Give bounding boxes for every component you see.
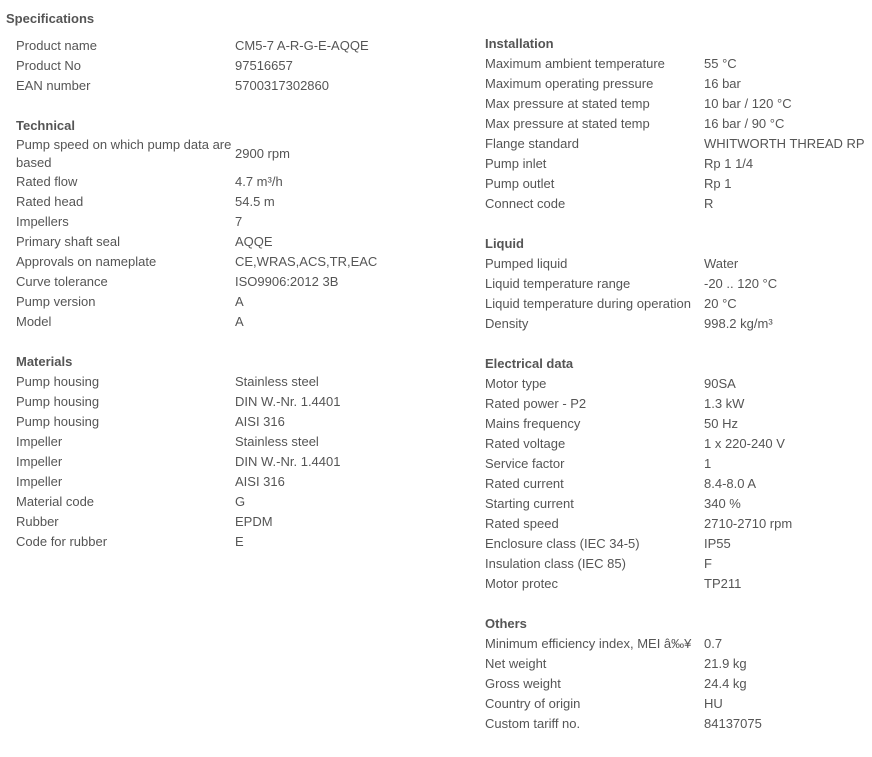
spec-row (16, 292, 476, 312)
spec-value: -20 .. 120 °C (704, 276, 778, 291)
spec-row (485, 474, 872, 494)
spec-section-materials (16, 352, 476, 552)
spec-value: WHITWORTH THREAD RP (704, 136, 865, 151)
spec-row (16, 372, 476, 392)
spec-label: Rated speed (485, 516, 559, 531)
spec-value: CE,WRAS,ACS,TR,EAC (235, 254, 378, 269)
spec-label: Custom tariff no. (485, 716, 581, 731)
section-spacer (485, 334, 872, 354)
spec-value: 21.9 kg (704, 656, 747, 671)
spec-label: Pump housing (16, 414, 100, 429)
section-spacer (16, 332, 476, 352)
spec-row (16, 76, 476, 96)
spec-label: Impellers (16, 214, 69, 229)
spec-row (485, 574, 872, 594)
spec-row (16, 212, 476, 232)
spec-row (485, 254, 872, 274)
spec-value: 2900 rpm (235, 146, 290, 161)
spec-value: 5700317302860 (235, 78, 329, 93)
right-column (485, 34, 872, 734)
spec-label: Rubber (16, 514, 59, 529)
spec-value: 50 Hz (704, 416, 738, 431)
page-title: Specifications (6, 11, 95, 26)
spec-label: Liquid temperature during operation (485, 296, 691, 311)
spec-value: HU (704, 696, 723, 711)
spec-section-technical (16, 116, 476, 332)
spec-value: 97516657 (235, 58, 293, 73)
spec-value: Water (704, 256, 739, 271)
spec-row (16, 532, 476, 552)
spec-value: 4.7 m³/h (235, 174, 283, 189)
spec-row (485, 374, 872, 394)
spec-label: Rated power - P2 (485, 396, 587, 411)
spec-label: Starting current (485, 496, 574, 511)
spec-value: 1 x 220-240 V (704, 436, 785, 451)
spec-value: TP211 (704, 576, 742, 591)
spec-label: Product name (16, 38, 97, 53)
spec-label: Maximum ambient temperature (485, 56, 665, 71)
spec-value: 1.3 kW (704, 396, 745, 411)
spec-label: Motor type (485, 376, 547, 391)
spec-value: F (704, 556, 712, 571)
spec-label: Insulation class (IEC 85) (485, 556, 626, 571)
spec-row (485, 274, 872, 294)
spec-label: Maximum operating pressure (485, 76, 654, 91)
spec-row (485, 674, 872, 694)
spec-row (485, 434, 872, 454)
spec-label: Pump outlet (485, 176, 555, 191)
section-spacer (485, 594, 872, 614)
spec-row (16, 452, 476, 472)
spec-row (16, 252, 476, 272)
spec-label: Product No (16, 58, 82, 73)
spec-label: Minimum efficiency index, MEI â‰¥ (485, 636, 692, 651)
spec-label: Pump version (16, 294, 96, 309)
spec-row (485, 114, 872, 134)
spec-label: Country of origin (485, 696, 581, 711)
spec-label: Connect code (485, 196, 566, 211)
spec-row (485, 314, 872, 334)
spec-value: E (235, 534, 244, 549)
spec-label: Mains frequency (485, 416, 581, 431)
spec-value: 7 (235, 214, 243, 229)
spec-value: 0.7 (704, 636, 723, 651)
spec-value: 998.2 kg/m³ (704, 316, 773, 331)
spec-row (485, 694, 872, 714)
spec-row (485, 154, 872, 174)
spec-value: ISO9906:2012 3B (235, 274, 339, 289)
spec-row (485, 174, 872, 194)
spec-value: 16 bar (704, 76, 741, 91)
spec-value: 24.4 kg (704, 676, 747, 691)
spec-value: AISI 316 (235, 474, 285, 489)
section-spacer (485, 214, 872, 234)
spec-row (16, 392, 476, 412)
section-title: Electrical data (485, 356, 574, 371)
spec-label: Impeller (16, 474, 63, 489)
spec-row (485, 534, 872, 554)
spec-row (16, 272, 476, 292)
spec-row (16, 136, 476, 172)
spec-label: Material code (16, 494, 95, 509)
spec-row (16, 472, 476, 492)
spec-row (16, 56, 476, 76)
spec-row (485, 514, 872, 534)
spec-label: Max pressure at stated temp (485, 96, 650, 111)
spec-label: Flange standard (485, 136, 579, 151)
spec-label: Service factor (485, 456, 565, 471)
spec-value: EPDM (235, 514, 273, 529)
spec-value: 10 bar / 120 °C (704, 96, 792, 111)
spec-row (16, 192, 476, 212)
spec-label: Gross weight (485, 676, 561, 691)
spec-label: Density (485, 316, 529, 331)
spec-row (16, 432, 476, 452)
spec-row (16, 492, 476, 512)
spec-value: 84137075 (704, 716, 762, 731)
spec-section-others (485, 614, 872, 734)
spec-label: Net weight (485, 656, 547, 671)
spec-label: Rated current (485, 476, 564, 491)
spec-label: Rated voltage (485, 436, 566, 451)
spec-row (485, 494, 872, 514)
spec-value: A (235, 294, 244, 309)
spec-label: Primary shaft seal (16, 234, 121, 249)
spec-label: Pump speed on which pump data are based (16, 137, 232, 170)
spec-value: 1 (704, 456, 712, 471)
spec-label: Pump housing (16, 394, 100, 409)
spec-value: AISI 316 (235, 414, 285, 429)
spec-value: 55 °C (704, 56, 737, 71)
spec-row (16, 232, 476, 252)
spec-row (485, 714, 872, 734)
spec-row (485, 134, 872, 154)
section-title: Others (485, 616, 527, 631)
spec-label: Approvals on nameplate (16, 254, 157, 269)
spec-section-electrical-data (485, 354, 872, 594)
spec-row (16, 36, 476, 56)
spec-row (16, 512, 476, 532)
spec-value: 2710-2710 rpm (704, 516, 793, 531)
spec-label: Impeller (16, 434, 63, 449)
spec-label: Curve tolerance (16, 274, 108, 289)
spec-row (485, 554, 872, 574)
spec-value: 8.4-8.0 A (704, 476, 757, 491)
spec-label: Pumped liquid (485, 256, 568, 271)
spec-row (485, 394, 872, 414)
spec-value: 54.5 m (235, 194, 275, 209)
spec-section-liquid (485, 234, 872, 334)
spec-value: G (235, 494, 246, 509)
spec-value: A (235, 314, 244, 329)
spec-value: IP55 (704, 536, 731, 551)
spec-row (485, 454, 872, 474)
spec-value: AQQE (235, 234, 273, 249)
spec-value: 90SA (704, 376, 736, 391)
spec-label: EAN number (16, 78, 91, 93)
spec-value: DIN W.-Nr. 1.4401 (235, 454, 341, 469)
spec-label: Pump housing (16, 374, 100, 389)
section-title: Materials (16, 354, 73, 369)
spec-section-installation (485, 34, 872, 214)
spec-label: Rated head (16, 194, 84, 209)
spec-label: Rated flow (16, 174, 78, 189)
spec-row (485, 294, 872, 314)
section-spacer (16, 96, 476, 116)
spec-value: CM5-7 A-R-G-E-AQQE (235, 38, 369, 53)
spec-row (485, 74, 872, 94)
spec-section-general (16, 36, 476, 96)
spec-value: 340 % (704, 496, 741, 511)
spec-row (485, 94, 872, 114)
spec-label: Pump inlet (485, 156, 547, 171)
spec-row (16, 172, 476, 192)
section-title: Liquid (485, 236, 524, 251)
spec-value: DIN W.-Nr. 1.4401 (235, 394, 341, 409)
spec-row (16, 312, 476, 332)
spec-row (485, 194, 872, 214)
spec-row (485, 634, 872, 654)
spec-value: 20 °C (704, 296, 737, 311)
spec-row (485, 654, 872, 674)
section-title: Installation (485, 36, 554, 51)
left-column (16, 36, 476, 552)
spec-label: Model (16, 314, 52, 329)
section-title: Technical (16, 118, 76, 133)
spec-label: Impeller (16, 454, 63, 469)
spec-value: Rp 1 1/4 (704, 156, 754, 171)
spec-value: Stainless steel (235, 374, 319, 389)
spec-value: 16 bar / 90 °C (704, 116, 785, 131)
spec-value: Stainless steel (235, 434, 319, 449)
spec-label: Motor protec (485, 576, 558, 591)
spec-value: R (704, 196, 714, 211)
spec-row (16, 412, 476, 432)
spec-row (485, 54, 872, 74)
spec-label: Code for rubber (16, 534, 108, 549)
spec-value: Rp 1 (704, 176, 732, 191)
spec-label: Max pressure at stated temp (485, 116, 650, 131)
spec-row (485, 414, 872, 434)
spec-label: Enclosure class (IEC 34-5) (485, 536, 640, 551)
spec-label: Liquid temperature range (485, 276, 631, 291)
